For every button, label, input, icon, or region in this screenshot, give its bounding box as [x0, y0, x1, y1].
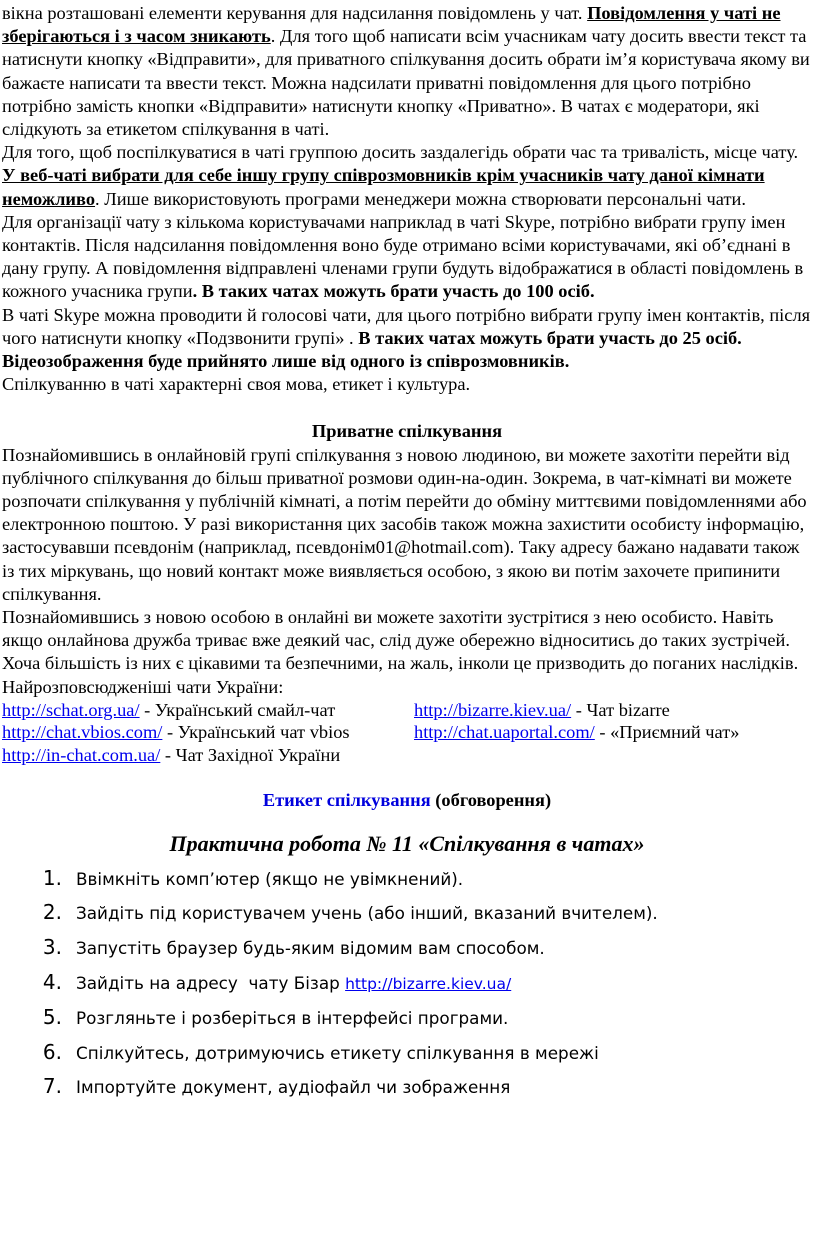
bold-note-messages-disappear: Повідомлення у чаті не зберігаються і з часом зникають — [2, 3, 781, 47]
link-vbios[interactable]: http://chat.vbios.com/ — [2, 722, 163, 743]
link-bizarre[interactable]: http://bizarre.kiev.ua/ — [414, 699, 572, 720]
link-uaportal[interactable]: http://chat.uaportal.com/ — [414, 722, 595, 743]
bold-note-web-chat: У веб-чаті вибрати для себе іншу групу співрозмовників крім учасників чату даної кімнати неможливо — [2, 165, 765, 209]
chat-links-row: http://schat.org.ua/ - Український смайл-чат http://bizarre.kiev.ua/ - Чат bizarre — [2, 699, 670, 720]
chat-links-list — [2, 699, 812, 767]
paragraph-private-conversation: Познайомившись в онлайновій групі спілкування з новою людиною, ви можете захотіти перейти від публічного спілкування до більш приватної розмови один-на-один. Зокрема, в чат-кімнаті ви можете розпочати спілкування у публічній кімнаті, а потім перейти до обміну миттєвими повідомленнями або електронною поштою. У разі використання цих засобів також можна захистити особисту інформацію, застосувавши псевдонім (наприклад, псевдонім01@hotmail.com). Таку адресу бажано надавати також із тих міркувань, що новий контакт може виявляється особою, з якою ви потім захочете припинити спілкування. — [2, 444, 807, 604]
paragraph-skype-voice: В чаті Skype можна проводити й голосові чати, для цього потрібно вибрати групу імен контактів, після чого натиснути кнопку «Подзвонити групі» . В таких чатах можуть брати участь до 25 осіб. Відеозображення буде прийнято лише від одного із співрозмовників. — [2, 304, 811, 372]
link-schat[interactable]: http://schat.org.ua/ — [2, 699, 140, 720]
link-etiket[interactable]: Етикет спілкування — [262, 789, 431, 810]
paragraph-popular-chats: Найрозповсюдженіші чати України: — [2, 676, 284, 697]
chat-links-row: http://chat.vbios.com/ - Український чат vbios http://chat.uaportal.com/ - «Приємний чат» — [2, 722, 740, 743]
chat-links-row: http://in-chat.com.ua/ - Чат Західної України — [2, 745, 341, 766]
paragraph-skype-group: Для організації чату з кількома користувачами наприклад в чаті Skype, потрібно вибрати групу імен контактів. Після надсилання повідомлення воно буде отримано всіми користувачами, які об’єднані в дану групу. А повідомлення відправлені членами групи будуть відображатися в області повідомлень в кожного учасника групи. В таких чатах можуть брати участь до 100 осіб. — [2, 211, 804, 302]
list-item: 4. Зайдіть на адресу чату Бізар http://bizarre.kiev.ua/ — [2, 966, 812, 1002]
heading-private-communication: Приватне спілкування — [311, 421, 503, 442]
list-item: 7. Імпортуйте документ, аудіофайл чи зображення — [42, 1074, 511, 1099]
paragraph-chat-culture: Спілкуванню в чаті характерні своя мова, етикет і культура. — [2, 374, 471, 395]
bold-note-100-people: . В таких чатах можуть брати участь до 100 осіб. — [192, 281, 595, 302]
link-in-chat[interactable]: http://in-chat.com.ua/ — [2, 745, 161, 766]
bold-note-25-people: В таких чатах можуть брати участь до 25 осіб. Відеозображення буде прийнято лише від одного із співрозмовників. — [2, 327, 742, 372]
paragraph-meeting-offline: Познайомившись з новою особою в онлайні ви можете захотіти зустрітися з нею особисто. Навіть якщо онлайнова дружба триває вже деякий час, слід дуже обережно відноситись до таких зустрічей. Хоча більшість із них є цікавими та безпечними, на жаль, інколи це призводить до поганих наслідків. — [2, 607, 799, 674]
paragraph-chat-controls: вікна розташовані елементи керування для надсилання повідомлень у чат. Повідомлення у чаті не зберігаються і з часом зникають. Для того щоб написати всім учасникам чату досить ввести текст та натиснути кнопку «Відправити», для приватного спілкування досить обрати ім’я користувача якому ви бажаєте написати та ввести текст. Можна надсилати приватні повідомлення для цього потрібно потрібно замість кнопки «Відправити» натиснути кнопку «Приватно». В чатах є модератори, які слідкують за етикетом спілкування в чаті. — [2, 3, 810, 140]
paragraph-group-chat: Для того, щоб поспілкуватися в чаті группою досить заздалегідь обрати час та тривалість, місце чату. У веб-чаті вибрати для себе іншу групу співрозмовників крім учасників чату даної кімнати неможливо. Лише використовують програми менеджери можна створювати персональні чати. — [2, 142, 799, 209]
list-item: 1. Ввімкніть комп’ютер (якщо не увімкнений). — [42, 865, 464, 890]
list-item: 3. Запустіть браузер будь-яким відомим вам способом. — [42, 935, 545, 960]
link-bizarre-step[interactable]: http://bizarre.kiev.ua/ — [345, 974, 512, 993]
etiket-heading: Етикет спілкування (обговорення) — [262, 789, 552, 810]
steps-list — [2, 862, 812, 1105]
list-item: 5. Розгляньте і розберіться в інтерфейсі програми. — [42, 1005, 509, 1030]
list-item: 6. Спілкуйтесь, дотримуючись етикету спілкування в мережі — [42, 1039, 599, 1064]
practical-work-title: Практична робота № 11 «Спілкування в чатах» — [169, 830, 645, 856]
list-item: 2. Зайдіть під користувачем учень (або інший, вказаний вчителем). — [42, 900, 658, 925]
